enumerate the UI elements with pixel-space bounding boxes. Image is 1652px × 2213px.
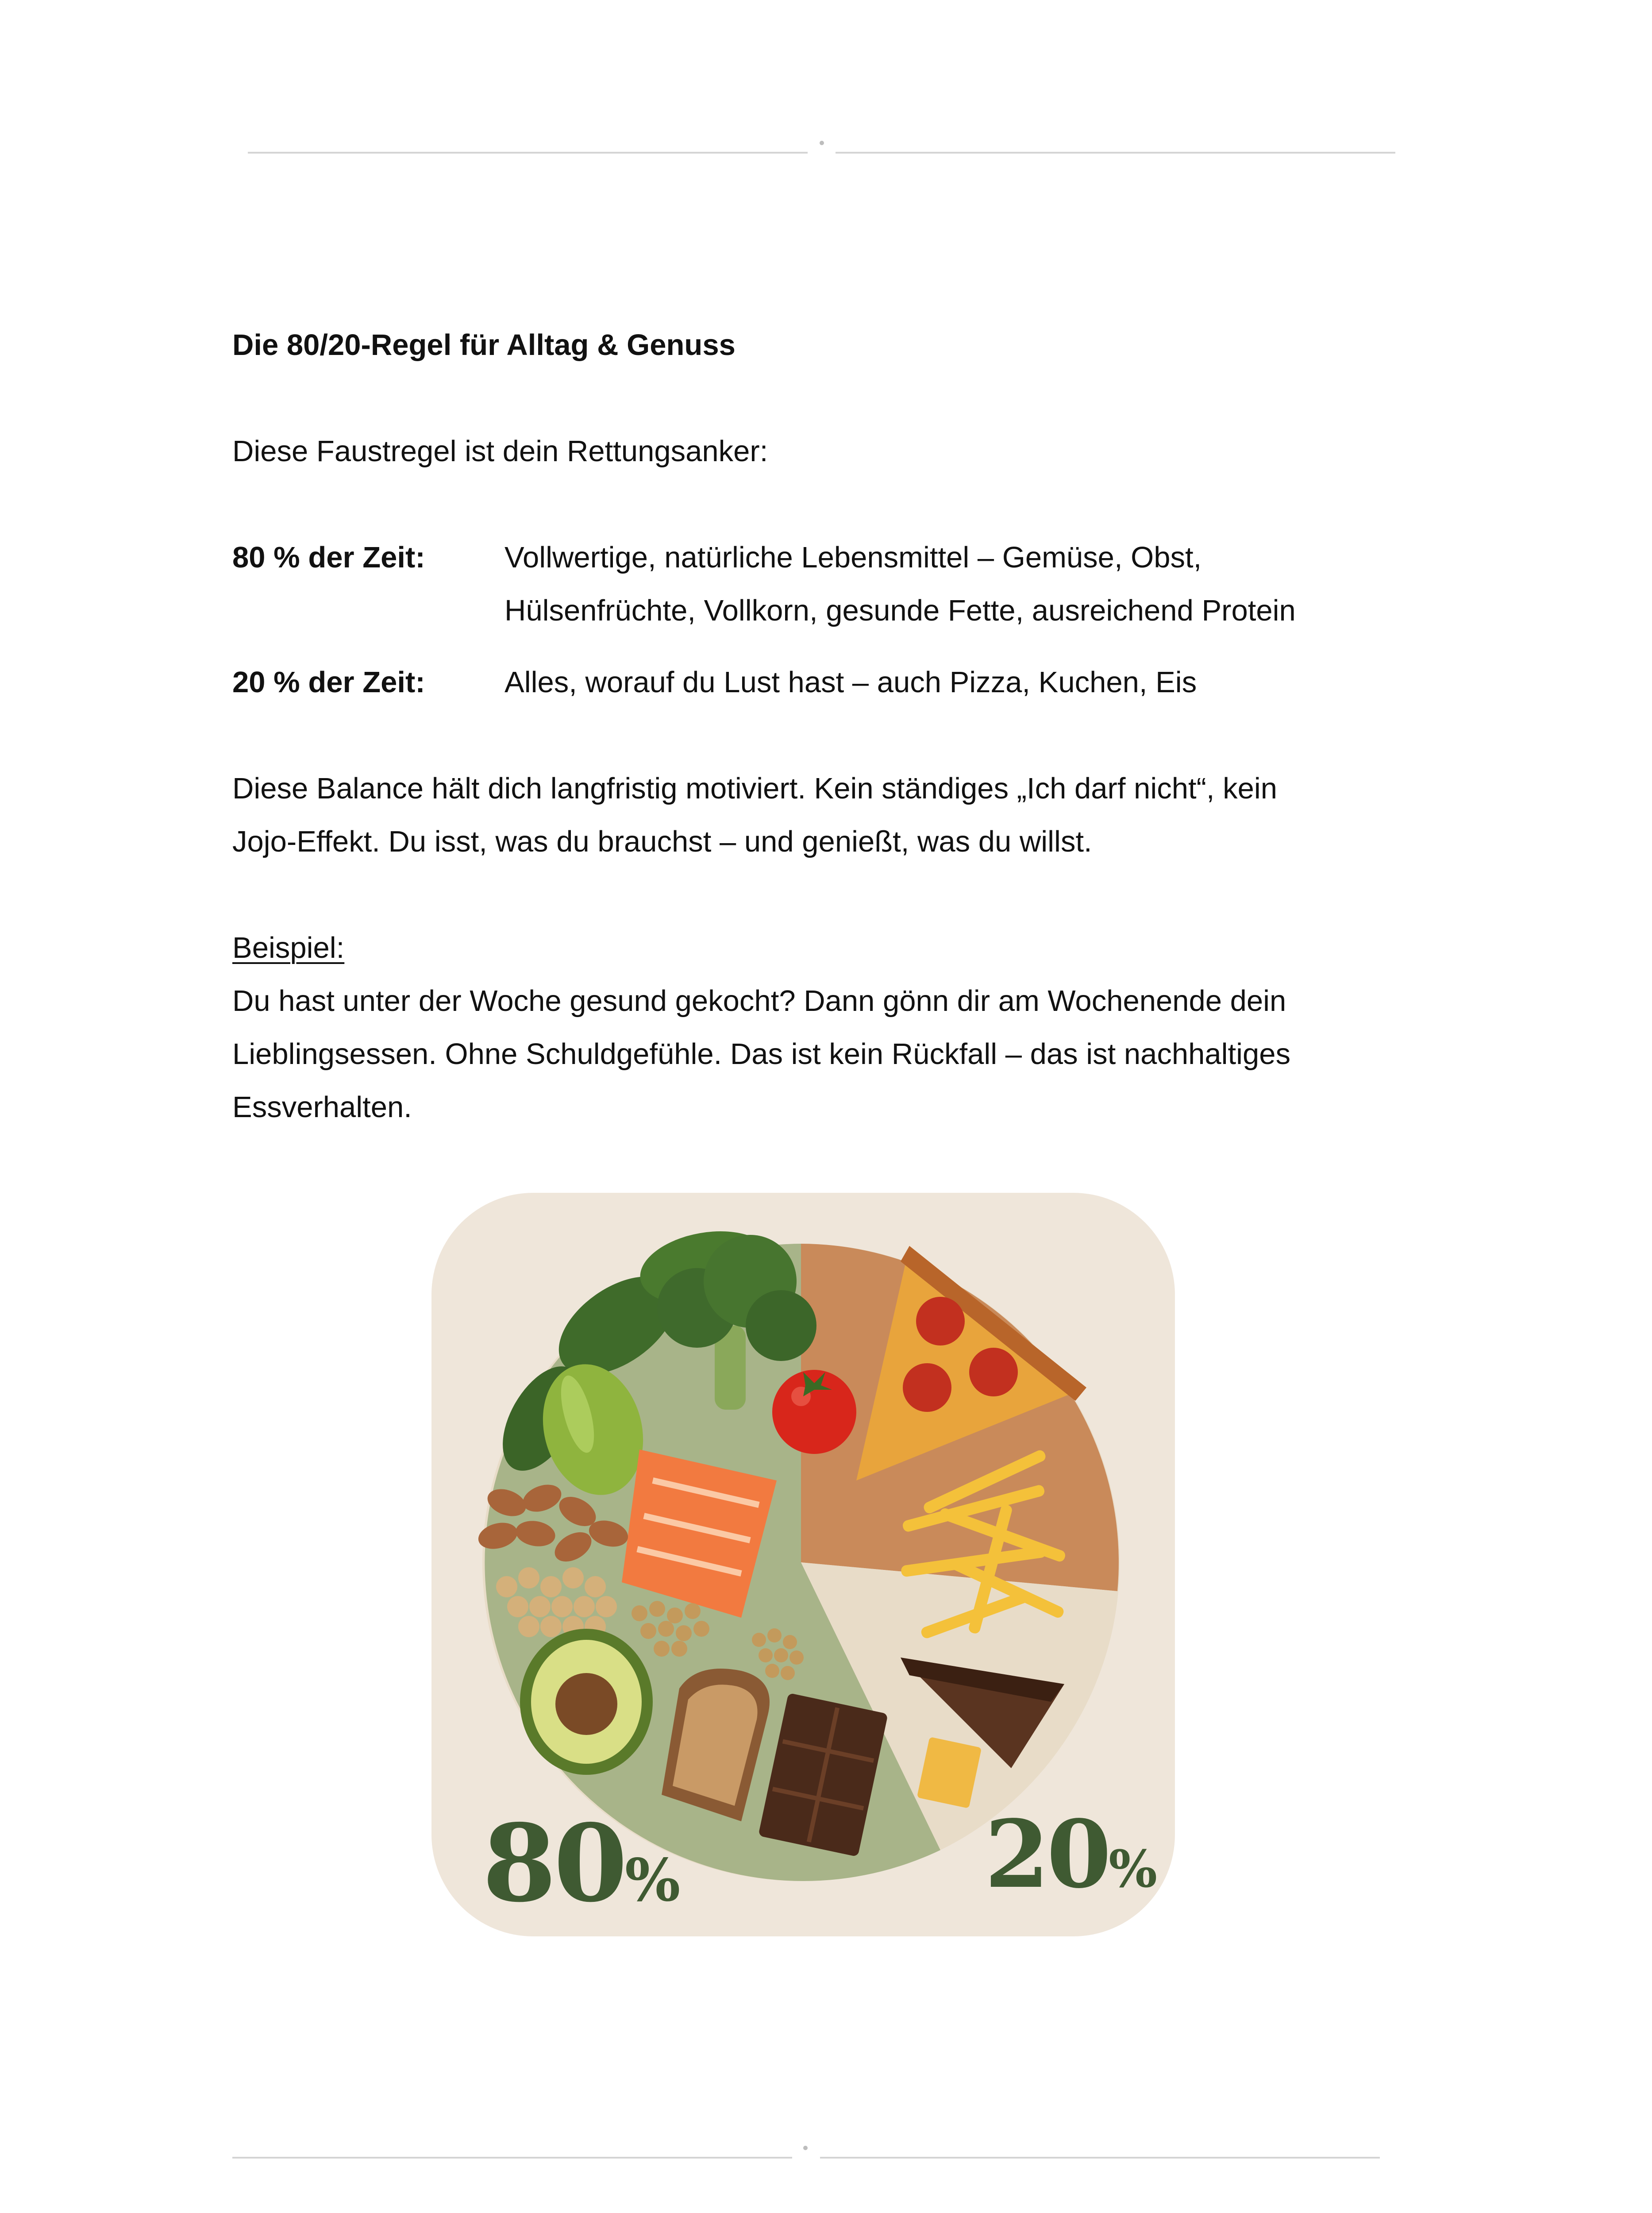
rule-80-line-2: Hülsenfrüchte, Vollkorn, gesunde Fette, ausreichend Protein [504, 594, 1296, 627]
example-title: Beispiel: [232, 931, 345, 964]
rule-20-line-1: Alles, worauf du Lust hast – auch Pizza, Kuchen, Eis [504, 666, 1197, 699]
broccoli-floret [746, 1290, 816, 1361]
twenty-percent-label [985, 1800, 1155, 1909]
eighty-value: 80 [482, 1801, 625, 1926]
bottom-divider-dot [803, 2146, 808, 2150]
balance-line-2: Jojo-Effekt. Du isst, was du brauchst – und genießt, was du willst. [232, 825, 1092, 858]
example-line-2: Lieblingsessen. Ohne Schuldgefühle. Das ist kein Rückfall – das ist nachhaltiges [232, 1037, 1291, 1071]
bottom-divider-right [820, 2157, 1380, 2159]
food-plate-illustration [431, 1193, 1175, 1936]
balance-line-1: Diese Balance hält dich langfristig motiviert. Kein ständiges „Ich darf nicht“, kein [232, 772, 1278, 805]
rule-20-label: 20 % der Zeit: [232, 666, 425, 699]
avocado-seed [555, 1673, 617, 1735]
intro-text: Diese Faustregel ist dein Rettungsanker: [232, 435, 768, 468]
percent-sign: % [1109, 1839, 1155, 1899]
percent-sign: % [624, 1846, 678, 1915]
eighty-percent-label [482, 1801, 678, 1926]
tomato-icon [772, 1370, 856, 1454]
rule-80-label: 80 % der Zeit: [232, 541, 425, 574]
top-divider-right [836, 152, 1395, 154]
twenty-value: 20 [985, 1800, 1109, 1909]
page-heading: Die 80/20-Regel für Alltag & Genuss [232, 328, 736, 362]
top-divider-dot [820, 141, 824, 145]
top-divider-left [248, 152, 808, 154]
example-line-1: Du hast unter der Woche gesund gekocht? Dann gönn dir am Wochenende dein [232, 984, 1286, 1018]
bottom-divider-left [232, 2157, 792, 2159]
rule-80-line-1: Vollwertige, natürliche Lebensmittel – Gemüse, Obst, [504, 541, 1202, 574]
example-line-3: Essverhalten. [232, 1091, 412, 1124]
